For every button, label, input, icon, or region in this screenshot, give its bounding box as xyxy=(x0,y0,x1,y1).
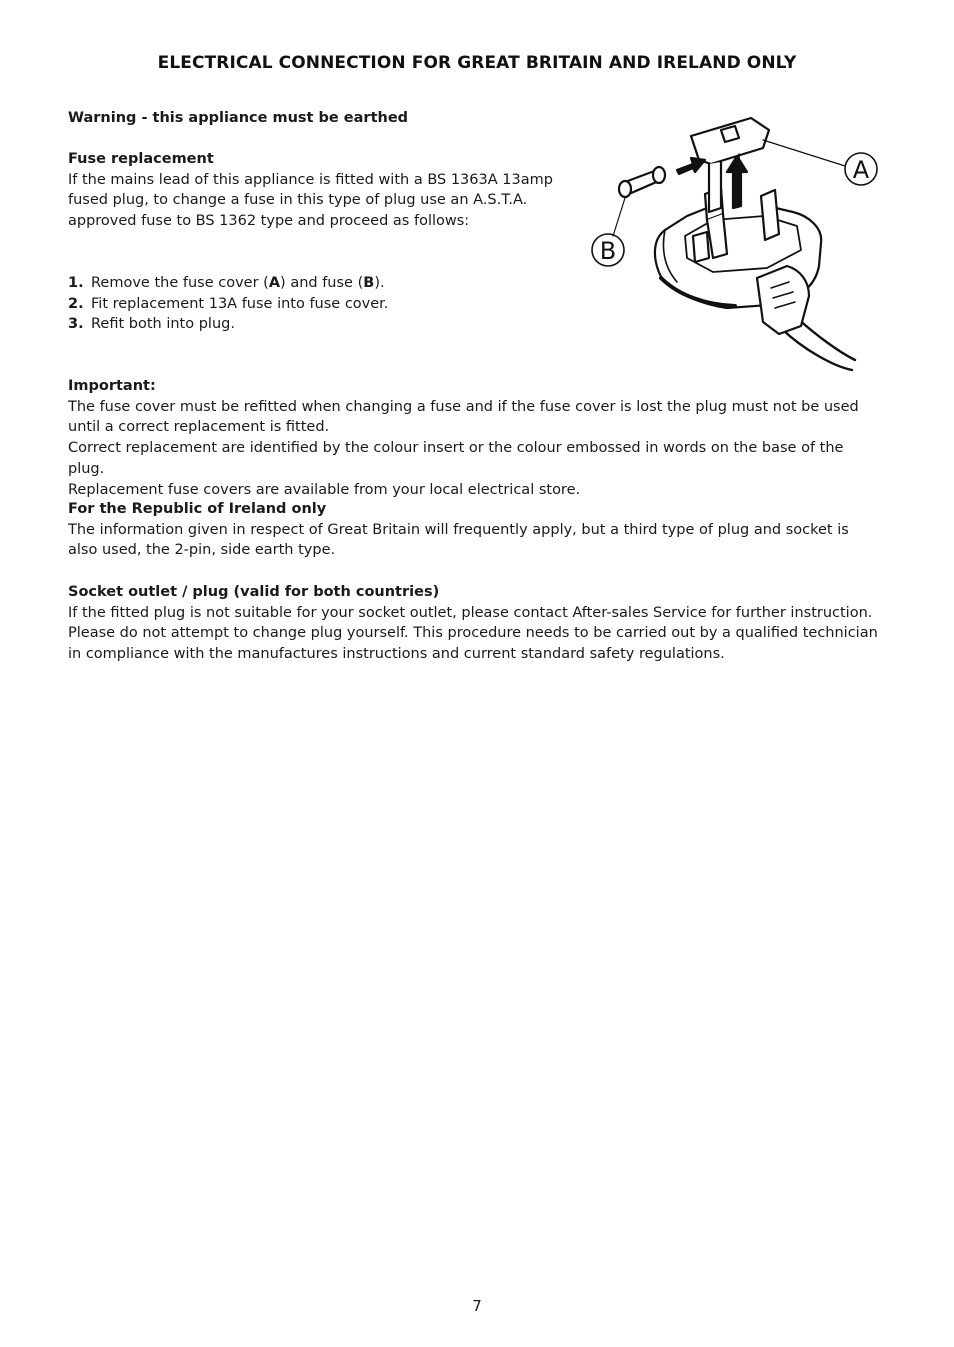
socket-line: If the fitted plug is not suitable for your socket outlet, please contact After-sales Service for further instruction. xyxy=(68,604,873,621)
step-text: Refit both into plug. xyxy=(91,316,235,333)
step-label-b: B xyxy=(363,275,375,291)
warning-text: Warning - this appliance must be earthed xyxy=(68,110,409,126)
important-heading: Important: xyxy=(68,378,156,394)
page-title: ELECTRICAL CONNECTION FOR GREAT BRITAIN AND IRELAND ONLY xyxy=(157,53,797,73)
step-text xyxy=(91,273,385,294)
step-text: Fit replacement 13A fuse into fuse cover. xyxy=(91,295,389,312)
step-number: 1. xyxy=(68,275,84,291)
ireland-body: The information given in respect of Great Britain will frequently apply, but a third type of plug and socket is also used, the 2-pin, side earth type. xyxy=(68,521,849,559)
page-number: 7 xyxy=(472,1297,482,1315)
socket-heading: Socket outlet / plug (valid for both countries) xyxy=(68,584,440,600)
ireland-section xyxy=(68,499,878,561)
step-number: 2. xyxy=(68,295,84,312)
steps-list xyxy=(68,273,573,335)
important-line: The fuse cover must be refitted when changing a fuse and if the fuse cover is lost the plug must not be used until a correct replacement is fitted. xyxy=(68,398,859,436)
fuse-heading: Fuse replacement xyxy=(68,151,214,167)
important-line: Replacement fuse covers are available from your local electrical store. xyxy=(68,481,581,498)
fuse-section xyxy=(68,149,573,232)
important-section xyxy=(68,376,878,500)
step-text-part: ). xyxy=(374,275,385,291)
socket-section xyxy=(68,582,878,665)
step-text-part: ) and fuse ( xyxy=(280,275,364,291)
step-label-a: A xyxy=(268,275,281,291)
step-number: 3. xyxy=(68,316,84,333)
uk-plug-fuse-diagram-icon xyxy=(587,108,887,378)
list-item xyxy=(68,314,573,335)
fuse-body: If the mains lead of this appliance is fitted with a BS 1363A 13amp fused plug, to change a fuse in this type of plug use an A.S.T.A. approved fuse to BS 1362 type and proceed as follows: xyxy=(68,171,553,230)
important-line: Correct replacement are identified by the colour insert or the colour embossed in words on the base of the plug. xyxy=(68,440,844,477)
step-text-part: Remove the fuse cover ( xyxy=(91,275,269,291)
list-item xyxy=(68,273,573,294)
list-item xyxy=(68,294,573,315)
figure-label-b: B xyxy=(599,237,617,265)
figure-label-a: A xyxy=(852,156,870,184)
ireland-heading: For the Republic of Ireland only xyxy=(68,501,327,517)
socket-line: Please do not attempt to change plug yourself. This procedure needs to be carried out by a qualified technician in compliance with the manufactures instructions and current standard safety regulations. xyxy=(68,625,878,663)
